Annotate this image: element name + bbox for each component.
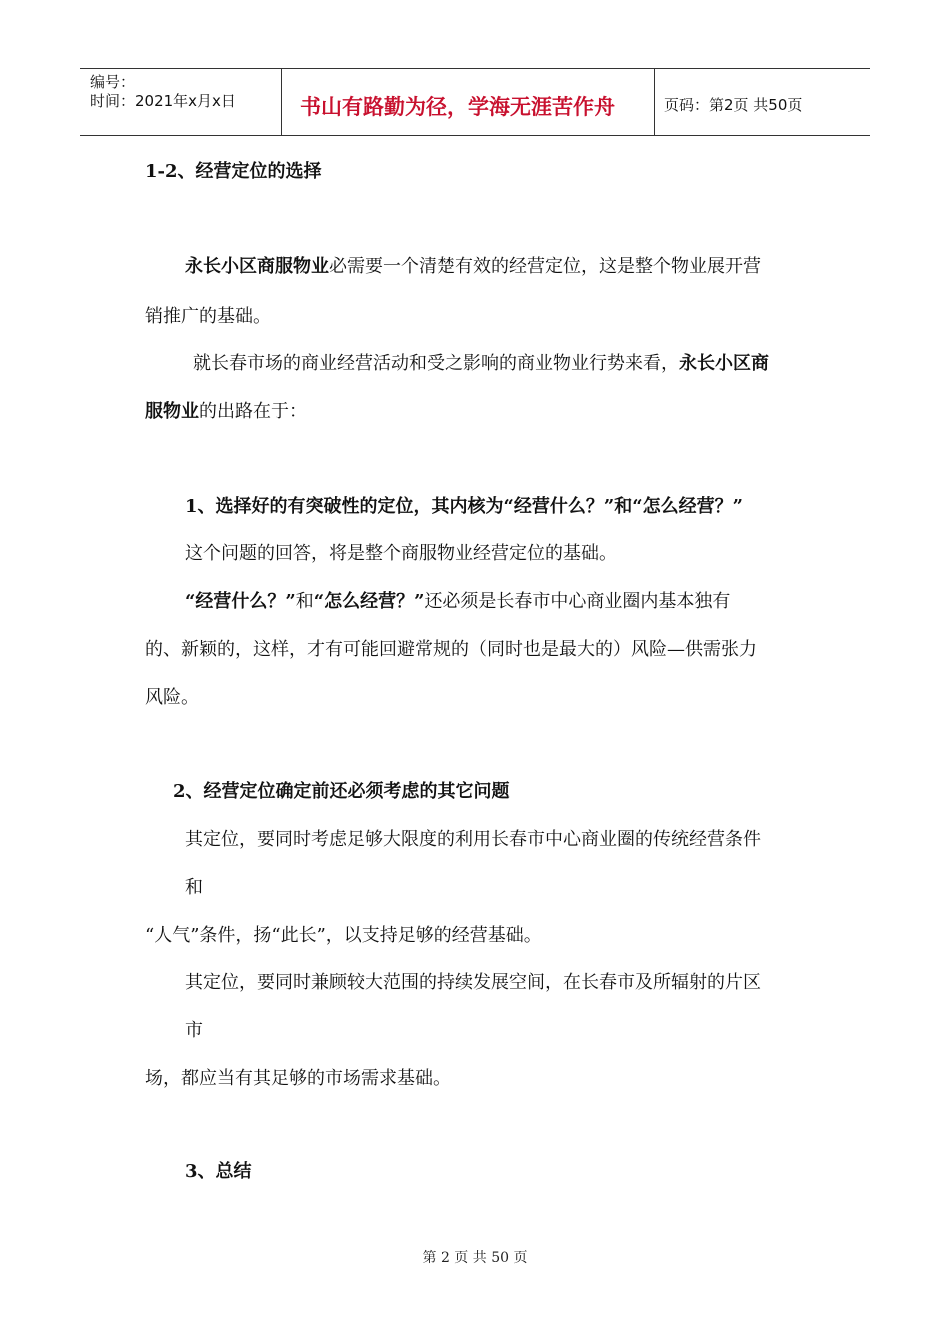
header-time-label: 时间：2021年x月x日 bbox=[90, 92, 236, 110]
heading-1-follow: 这个问题的回答，将是整个商服物业经营定位的基础。 bbox=[185, 543, 617, 564]
paragraph-1-text: 必需要一个清楚有效的经营定位，这是整个物业展开营 bbox=[329, 256, 761, 277]
paragraph-2-text-2: 的出路在于： bbox=[199, 401, 307, 422]
paragraph-1-line-2: 销推广的基础。 bbox=[145, 306, 271, 327]
point-1-line-2: 和 bbox=[185, 877, 203, 898]
heading-2: 2、经营定位确定前还必须考虑的其它问题 bbox=[173, 781, 510, 802]
property-name-bold-2: 永长小区商 bbox=[679, 353, 769, 374]
conjunction: 和 bbox=[295, 591, 314, 612]
point-2-line-2: 市 bbox=[185, 1020, 203, 1041]
paragraph-1-line-1 bbox=[185, 255, 761, 279]
point-1-line-3: “人气”条件，扬“此长”，以支持足够的经营基础。 bbox=[145, 925, 542, 946]
paragraph-2-line-2 bbox=[145, 400, 307, 424]
heading-1: 1、选择好的有突破性的定位，其内核为“经营什么？”和“怎么经营？” bbox=[185, 496, 743, 517]
heading-3: 3、总结 bbox=[185, 1161, 252, 1182]
point-1-line-1: 其定位，要同时考虑足够大限度的利用长春市中心商业圈的传统经营条件 bbox=[185, 829, 761, 850]
paragraph-2-line-1 bbox=[193, 352, 769, 376]
section-title-text: 1-2、经营定位的选择 bbox=[145, 161, 322, 182]
header-number-label: 编号： bbox=[90, 73, 136, 91]
header-divider-right bbox=[654, 69, 655, 135]
question-what-bold: “经营什么？” bbox=[185, 591, 296, 612]
section-title bbox=[145, 160, 322, 184]
paragraph-3-line-3: 风险。 bbox=[145, 687, 199, 708]
property-name-bold: 永长小区商服物业 bbox=[185, 256, 329, 277]
header-divider-left bbox=[281, 69, 282, 135]
property-name-bold-3: 服物业 bbox=[145, 401, 199, 422]
header-page-info: 页码：第2页 共50页 bbox=[664, 96, 803, 114]
page-footer: 第 2 页 共 50 页 bbox=[422, 1250, 528, 1266]
header-motto: 书山有路勤为径，学海无涯苦作舟 bbox=[300, 95, 615, 119]
question-how-bold: “怎么经营？” bbox=[313, 591, 425, 612]
paragraph-3-line-1 bbox=[185, 590, 730, 614]
point-2-line-3: 场，都应当有其足够的市场需求基础。 bbox=[145, 1068, 451, 1089]
paragraph-3-line-2: 的、新颖的，这样，才有可能回避常规的（同时也是最大的）风险—供需张力 bbox=[145, 639, 757, 660]
paragraph-2-text: 就长春市场的商业经营活动和受之影响的商业物业行势来看， bbox=[193, 353, 679, 374]
paragraph-3-text: 还必须是长春市中心商业圈内基本独有 bbox=[424, 591, 731, 612]
point-2-line-1: 其定位，要同时兼顾较大范围的持续发展空间，在长春市及所辐射的片区 bbox=[185, 972, 761, 993]
